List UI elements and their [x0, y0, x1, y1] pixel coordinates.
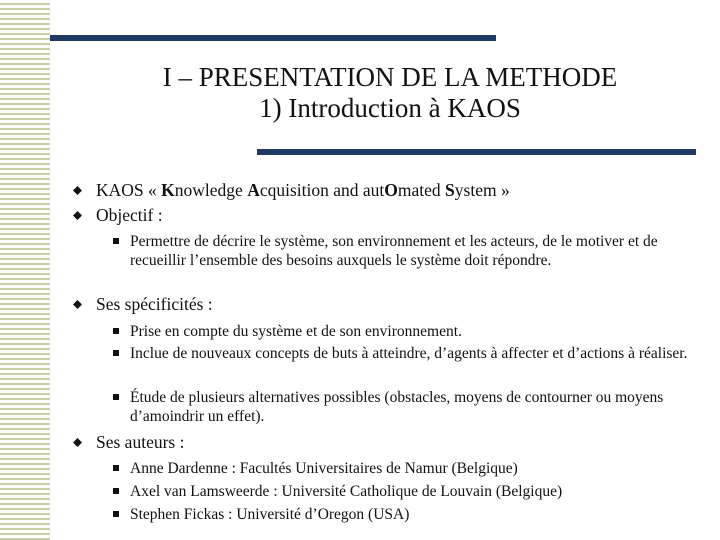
auteurs-item — [130, 459, 690, 478]
kaos-cquisition: cquisition and aut — [259, 180, 385, 200]
kaos-ystem: ystem » — [454, 180, 510, 200]
kaos-letter-o: O — [384, 180, 398, 200]
diamond-bullet-icon — [73, 186, 82, 195]
specificites-item-text: Prise en compte du système et de son environnement. — [130, 323, 462, 340]
kaos-prefix: KAOS « — [96, 180, 162, 200]
specificites-item — [130, 322, 690, 341]
bullet-kaos — [96, 180, 510, 201]
decorative-stripes — [0, 0, 50, 540]
bullet-specificites — [96, 294, 213, 315]
diamond-bullet-icon — [73, 300, 82, 309]
title-line-2: 1) Introduction à KAOS — [259, 93, 521, 123]
square-bullet-icon — [113, 511, 119, 517]
slide-title — [60, 62, 720, 124]
kaos-letter-s: S — [445, 180, 455, 200]
auteurs-item-text: Stephen Fickas : Université d’Oregon (USA) — [130, 506, 410, 523]
specificites-item — [130, 388, 690, 426]
auteurs-item — [130, 505, 690, 524]
bullet-objectif — [96, 205, 163, 226]
objectif-item — [130, 232, 690, 270]
auteurs-item-text: Anne Dardenne : Facultés Universitaires de Namur (Belgique) — [130, 460, 518, 477]
title-line-1: I – PRESENTATION DE LA METHODE — [162, 62, 618, 92]
specificites-item-text: Étude de plusieurs alternatives possibles (obstacles, moyens de contourner ou moyens d’amoindrir un effet). — [130, 389, 664, 425]
kaos-nowledge: nowledge — [174, 180, 248, 200]
objectif-label: Objectif : — [96, 205, 163, 225]
specificites-item-text: Inclue de nouveaux concepts de buts à atteindre, d’agents à affecter et d’actions à réaliser. — [130, 345, 688, 362]
kaos-mated: mated — [397, 180, 446, 200]
diamond-bullet-icon — [73, 438, 82, 447]
specificites-label: Ses spécificités : — [96, 294, 213, 314]
square-bullet-icon — [113, 238, 119, 244]
square-bullet-icon — [113, 465, 119, 471]
top-accent-bar — [50, 35, 496, 41]
auteurs-label: Ses auteurs : — [96, 432, 185, 452]
specificites-item — [130, 344, 690, 363]
square-bullet-icon — [113, 394, 119, 400]
auteurs-item — [130, 482, 690, 501]
bullet-auteurs — [96, 432, 184, 453]
square-bullet-icon — [113, 488, 119, 494]
bottom-accent-bar — [257, 149, 696, 155]
kaos-letter-k: K — [161, 180, 175, 200]
square-bullet-icon — [113, 328, 119, 334]
auteurs-item-text: Axel van Lamsweerde : Université Catholique de Louvain (Belgique) — [130, 483, 563, 500]
diamond-bullet-icon — [73, 211, 82, 220]
kaos-letter-a: A — [247, 180, 260, 200]
objectif-item-text: Permettre de décrire le système, son environnement et les acteurs, de le motiver et de recueillir l’ensemble des besoins auxquels le système doit répondre. — [130, 233, 658, 269]
square-bullet-icon — [113, 350, 119, 356]
